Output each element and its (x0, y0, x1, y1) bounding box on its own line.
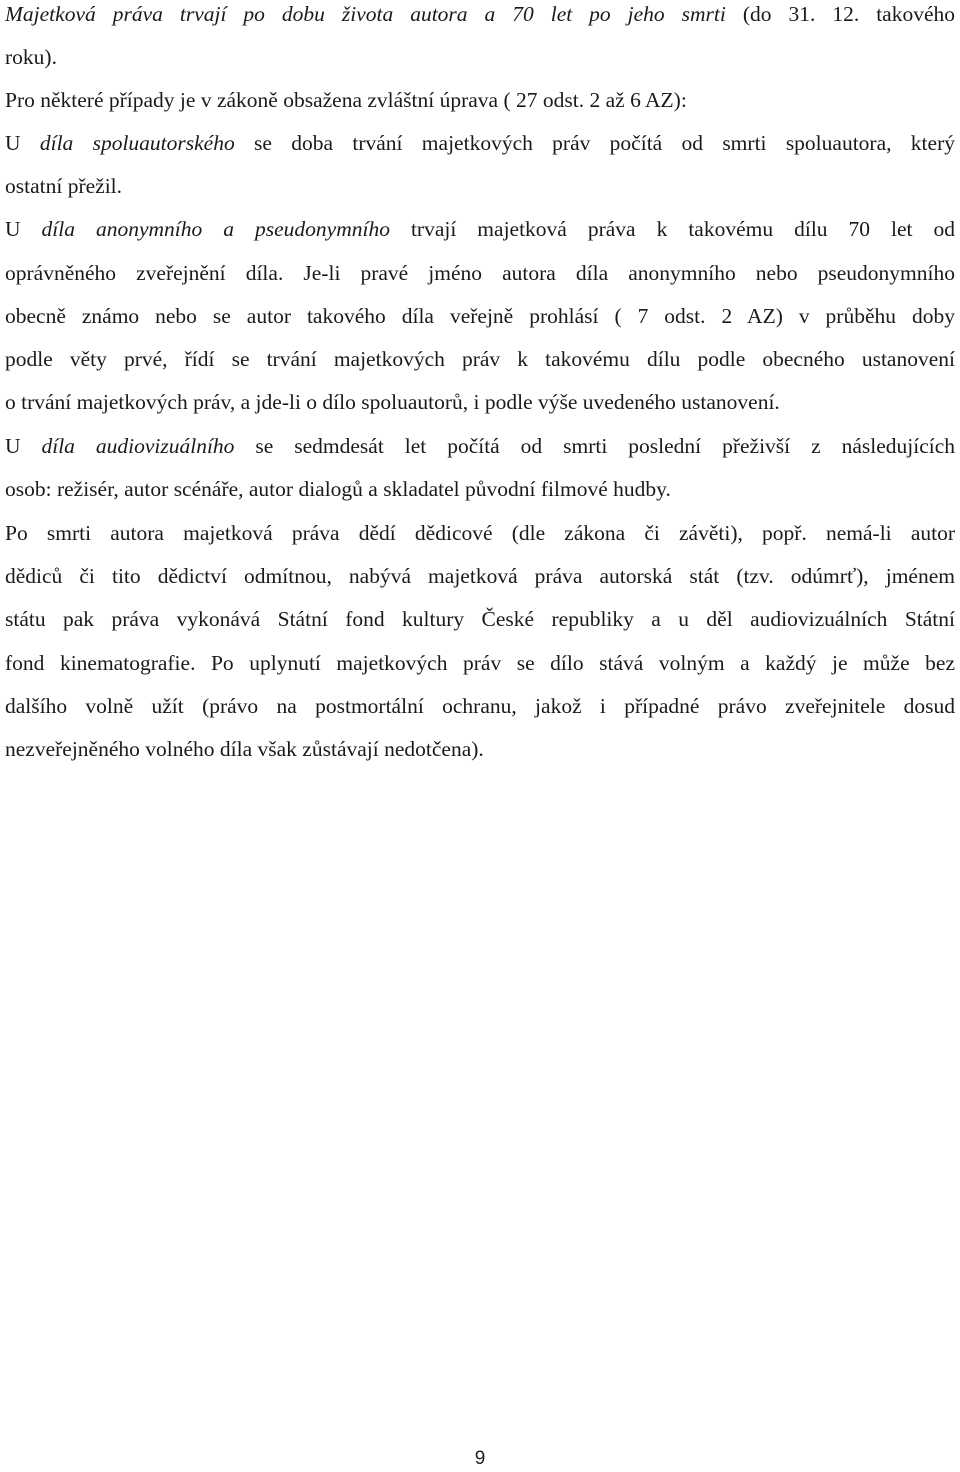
text-line (5, 392, 780, 414)
text-run: Pro některé případy je v zákoně obsažena zvláštní úprava ( 27 odst. 2 až 6 AZ): (5, 88, 687, 112)
italic-text: díla anonymního a pseudonymního (41, 217, 390, 241)
text-line (5, 263, 955, 285)
text-run: nezveřejněného volného díla však zůstávají nedotčena). (5, 737, 484, 761)
text-line (5, 306, 955, 328)
text-line (5, 47, 57, 69)
text-line (5, 436, 955, 458)
text-line (5, 696, 955, 718)
text-line (5, 479, 671, 501)
text-run: o trvání majetkových práv, a jde-li o dílo spoluautorů, i podle výše uvedeného ustanovení. (5, 390, 780, 414)
text-line (5, 566, 955, 588)
text-line (5, 349, 955, 371)
text-line (5, 219, 955, 241)
text-run: dalšího volně užít (právo na postmortální ochranu, jakož i případné právo zveřejnitele dosud (5, 694, 955, 718)
text-line (5, 4, 955, 26)
text-run: roku). (5, 45, 57, 69)
text-line (5, 653, 955, 675)
text-run: obecně známo nebo se autor takového díla veřejně prohlásí ( 7 odst. 2 AZ) v průběhu doby (5, 304, 955, 328)
text-run: (do 31. 12. takového (725, 2, 956, 26)
text-run: U (5, 131, 40, 155)
text-run: státu pak práva vykonává Státní fond kultury České republiky a u děl audiovizuálních Státní (5, 607, 955, 631)
text-line (5, 609, 955, 631)
text-line (5, 739, 484, 761)
text-run: osob: režisér, autor scénáře, autor dialogů a skladatel původní filmové hudby. (5, 477, 671, 501)
italic-text: díla audiovizuálního (41, 434, 235, 458)
text-run: U (5, 217, 42, 241)
italic-text: Majetková práva trvají po dobu života autora a 70 let po jeho smrti (5, 2, 726, 26)
text-line (5, 133, 955, 155)
text-line (5, 90, 687, 112)
text-run: fond kinematografie. Po uplynutí majetkových práv se dílo stává volným a každý je může bez (5, 651, 955, 675)
text-run: se sedmdesát let počítá od smrti poslední přeživší z následujících (234, 434, 956, 458)
text-run: oprávněného zveřejnění díla. Je-li pravé jméno autora díla anonymního nebo pseudonymního (5, 261, 955, 285)
italic-text: díla spoluautorského (39, 131, 235, 155)
text-run: se doba trvání majetkových práv počítá od smrti spoluautora, který (234, 131, 955, 155)
text-run: Po smrti autora majetková práva dědí dědicové (dle zákona či závěti), popř. nemá-li autor (5, 521, 955, 545)
text-run: trvají majetková práva k takovému dílu 70 let od (389, 217, 956, 241)
text-run: U (5, 434, 42, 458)
text-line (5, 523, 955, 545)
text-run: dědiců či tito dědictví odmítnou, nabývá majetková práva autorská stát (tzv. odúmrť), jménem (5, 564, 955, 588)
text-run: ostatní přežil. (5, 174, 123, 198)
text-line (5, 176, 122, 198)
text-run: podle věty prvé, řídí se trvání majetkových práv k takovému dílu podle obecného ustanovení (5, 347, 955, 371)
page-number: 9 (474, 1448, 486, 1469)
